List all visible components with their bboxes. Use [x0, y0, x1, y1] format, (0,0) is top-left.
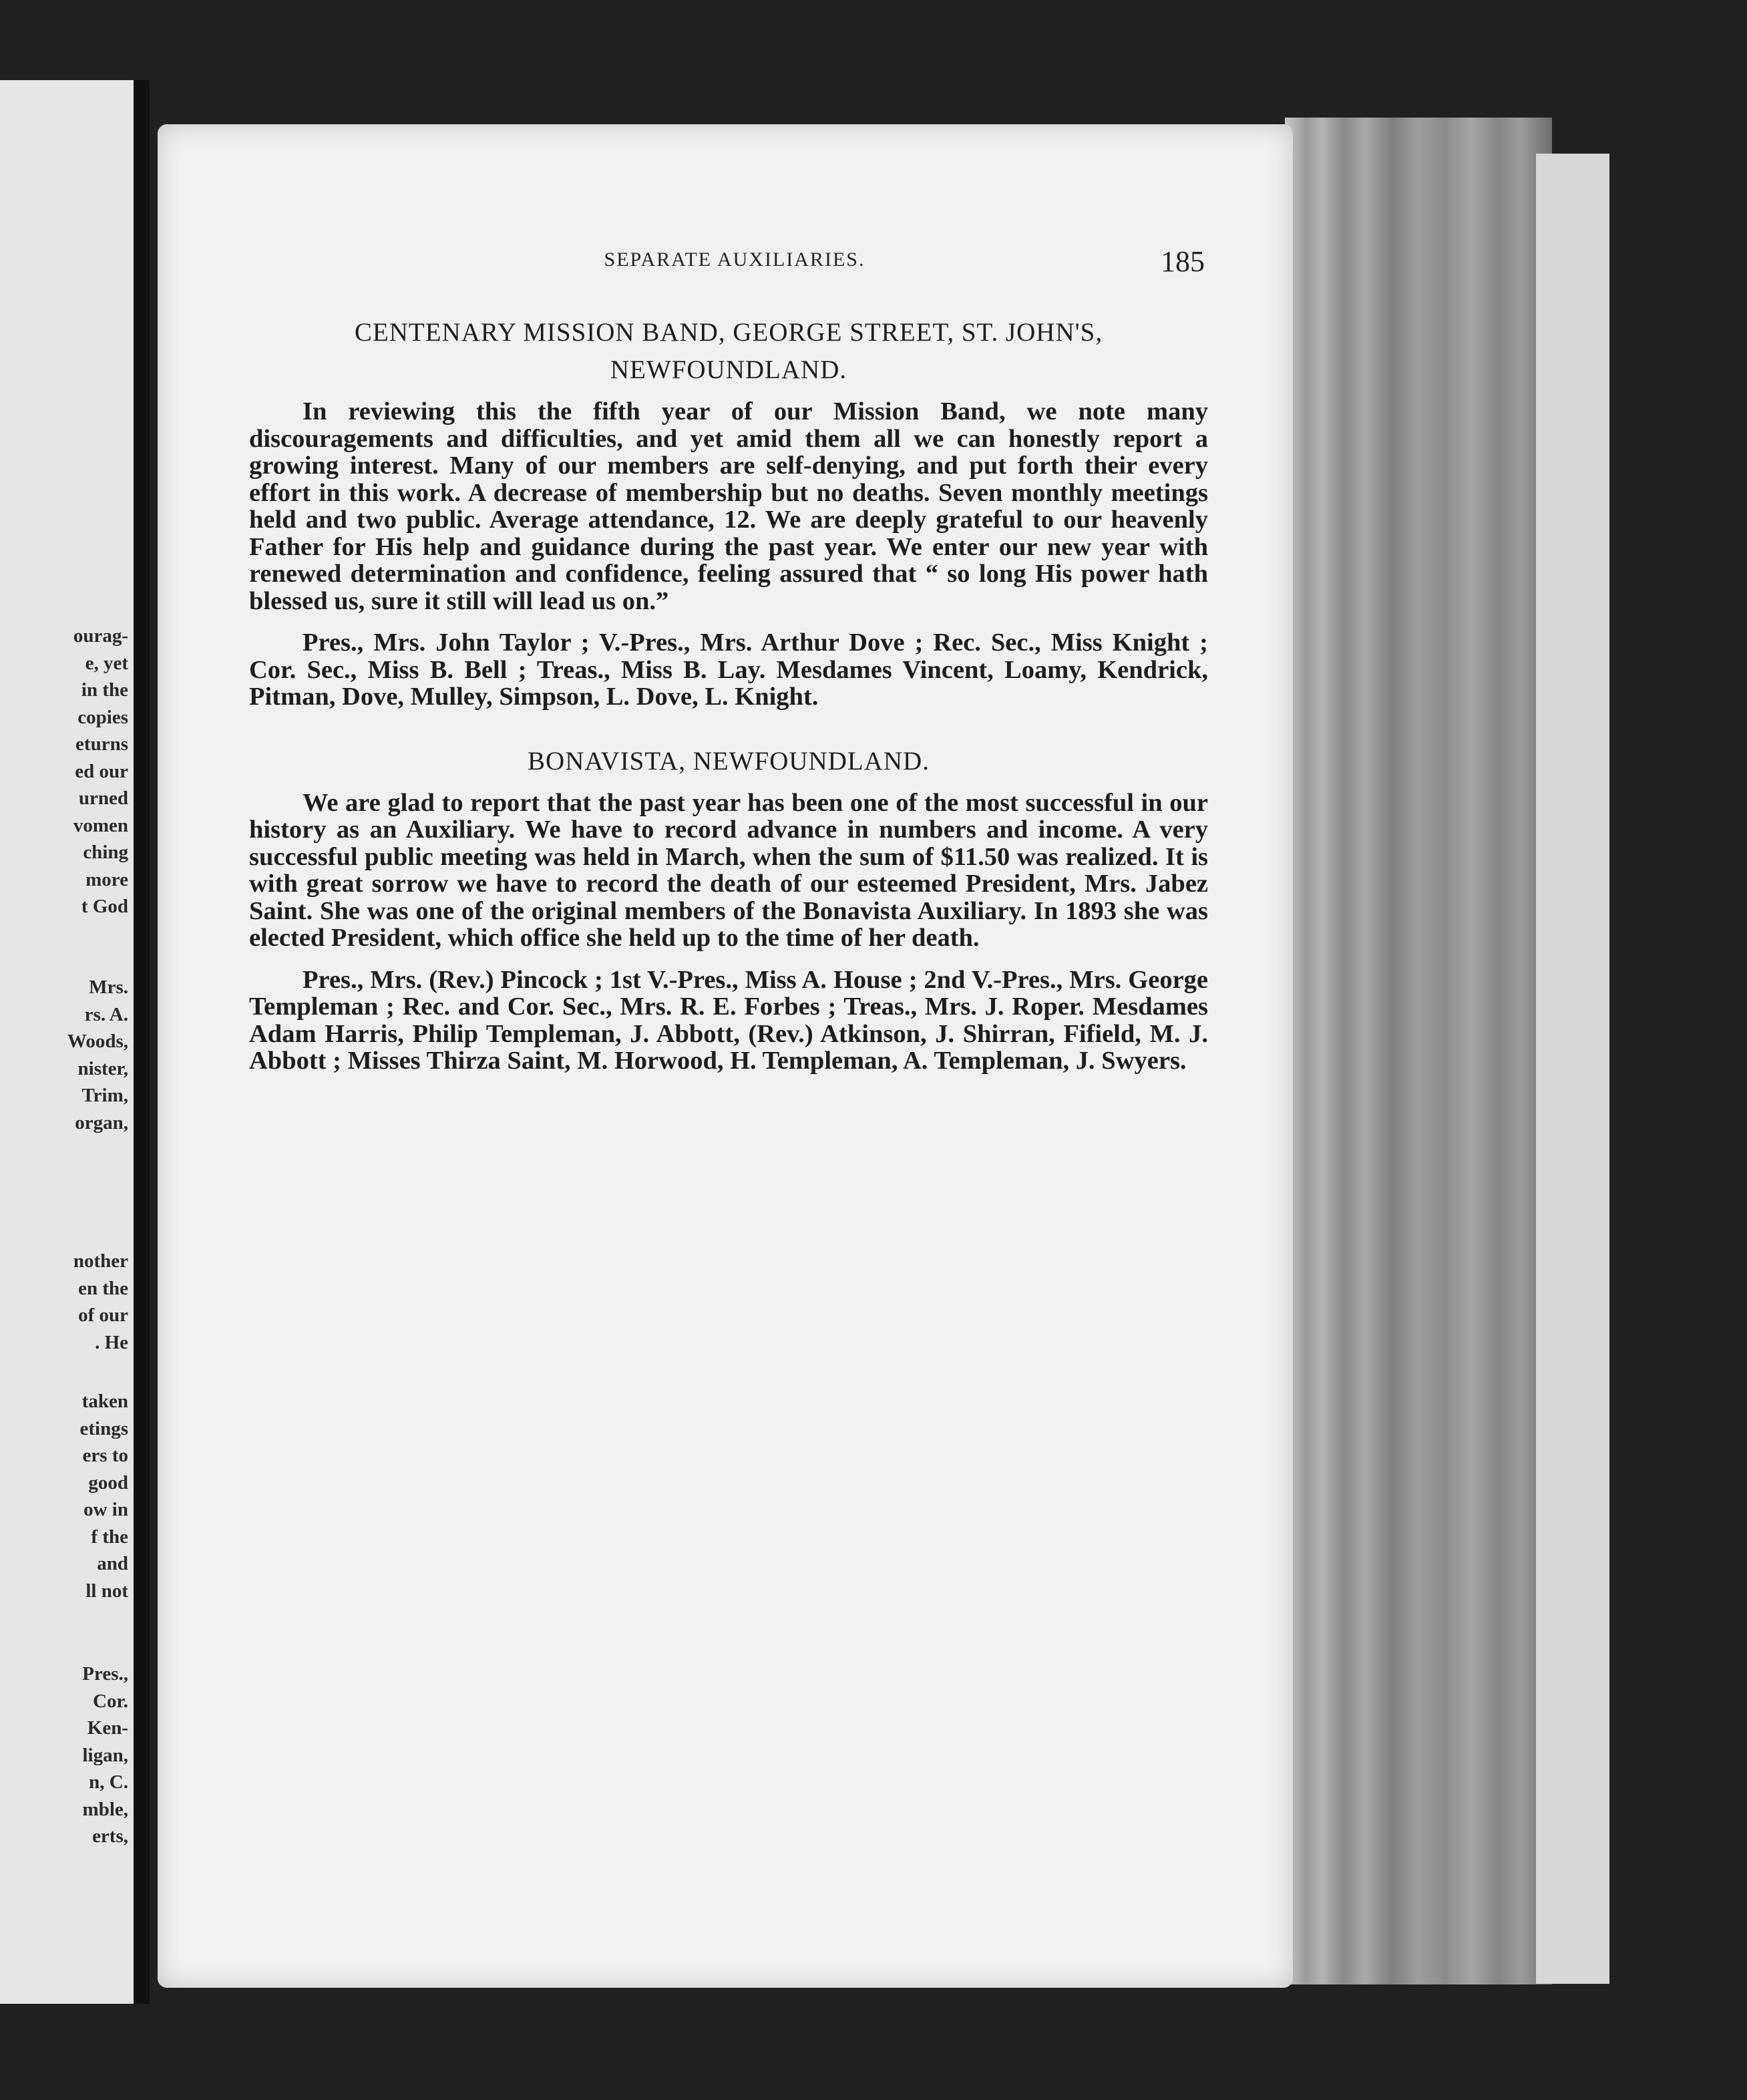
left-page-fragment: en the	[78, 1277, 128, 1299]
left-page-fragment: copies	[77, 706, 128, 728]
book-page-edges	[1285, 118, 1552, 1984]
left-page-fragment-block	[82, 1660, 128, 1850]
left-page-fragment: rs. A.	[84, 1003, 128, 1025]
left-page-fragment: Mrs.	[89, 977, 128, 998]
left-page-fragment: mble,	[82, 1798, 128, 1820]
left-page-fragment: etings	[79, 1417, 128, 1439]
left-page-fragment: good	[88, 1471, 128, 1494]
officers-list-centenary: Pres., Mrs. John Taylor ; V.-Pres., Mrs. Arthur Dove ; Rec. Sec., Miss Knight ; Cor. Sec., Miss B. Bell ; Treas., Miss B. Lay. Mesdames Vincent, Loamy, Kendrick, Pitman, Dove, Mulley, Simpson, L. Dove, L. Knight.	[249, 629, 1208, 711]
left-page-fragment: nother	[73, 1250, 128, 1272]
left-page-fragment: nister,	[77, 1057, 128, 1079]
left-page-fragment: more	[85, 868, 128, 890]
left-page-fragment: organ,	[75, 1111, 128, 1133]
left-page-fragment: ers to	[82, 1445, 128, 1466]
left-page-fragment: ligan,	[82, 1744, 128, 1766]
left-page-fragment: of our	[78, 1304, 128, 1326]
left-page-fragment: eturns	[75, 733, 128, 755]
left-page-fragment: Trim,	[81, 1085, 128, 1106]
page-number: 185	[1161, 245, 1205, 278]
left-page-fragment-block	[73, 1248, 128, 1356]
section-report-bonavista: We are glad to report that the past year has been one of the most successful in our history as an Auxiliary. We have to record advance in numbers and income. A very successful public meeting was held in March, when the sum of $11.50 was realized. It is with great sorrow we have to record the death of our esteemed President, Mrs. Jabez Saint. She was one of the original members of the Bonavista Auxiliary. In 1893 she was elected President, which office she held up to the time of her death.	[249, 788, 1208, 952]
left-page-fragment: in the	[81, 679, 128, 701]
left-page-fragment: t God	[81, 896, 128, 917]
left-page-fragment: e, yet	[85, 652, 128, 674]
left-page-fragment: vomen	[73, 814, 128, 836]
book-cover-edge	[1536, 154, 1609, 1984]
section-heading-centenary: CENTENARY MISSION BAND, GEORGE STREET, ST. JOHN'S, NEWFOUNDLAND.	[354, 318, 1103, 384]
left-page-fragment: ow in	[83, 1499, 128, 1520]
left-page-fragment: f the	[91, 1526, 128, 1548]
left-page-fragment: Cor.	[93, 1690, 128, 1712]
officers-list-bonavista: Pres., Mrs. (Rev.) Pincock ; 1st V.-Pres., Miss A. House ; 2nd V.-Pres., Mrs. George Templeman ; Rec. and Cor. Sec., Mrs. R. E. Forbes ; Treas., Mrs. J. Roper. Mesdames Adam Harris, Philip Templeman, J. Abbott, (Rev.) Atkinson, J. Shirran, Fifield, M. J. Abbott ; Misses Thirza Saint, M. Horwood, H. Templeman, A. Templeman, J. Swyers.	[249, 965, 1208, 1075]
left-page-fragment: and	[97, 1553, 128, 1574]
section-report-centenary: In reviewing this the fifth year of our Mission Band, we note many discouragements and difficulties, and yet amid them all we can honestly report a growing interest. Many of our members are self-denying, and put forth their every effort in this work. A decrease of membership but no deaths. Seven monthly meetings held and two public. Average attendance, 12. We are deeply grateful to our heavenly Father for His help and guidance during the past year. We enter our new year with renewed determination and confidence, feeling assured that “ so long His power hath blessed us, sure it still will lead us on.”	[249, 397, 1208, 615]
left-page-fragment: . He	[95, 1331, 128, 1353]
running-head: SEPARATE AUXILIARIES.	[604, 248, 865, 271]
left-page-fragment: erts,	[92, 1825, 128, 1847]
left-page-fragment: Woods,	[67, 1031, 128, 1052]
left-page-fragment-block	[73, 623, 128, 920]
left-page-fragment: ourag-	[73, 625, 128, 647]
left-facing-page	[0, 80, 150, 2004]
left-page-fragment: urned	[78, 787, 128, 809]
left-page-fragment: n, C.	[89, 1771, 128, 1793]
left-page-fragment: taken	[81, 1391, 128, 1412]
left-page-fragment: ll not	[85, 1580, 128, 1602]
left-page-fragment-block	[80, 1388, 129, 1604]
page-content	[249, 314, 1208, 1089]
left-page-fragment: Pres.,	[82, 1663, 128, 1685]
left-page-fragment: ching	[83, 842, 128, 863]
left-page-fragment: ed our	[75, 760, 128, 782]
section-heading-bonavista: BONAVISTA, NEWFOUNDLAND.	[528, 746, 930, 775]
left-page-fragment: Ken-	[87, 1717, 128, 1739]
left-page-fragment-block	[67, 974, 128, 1136]
